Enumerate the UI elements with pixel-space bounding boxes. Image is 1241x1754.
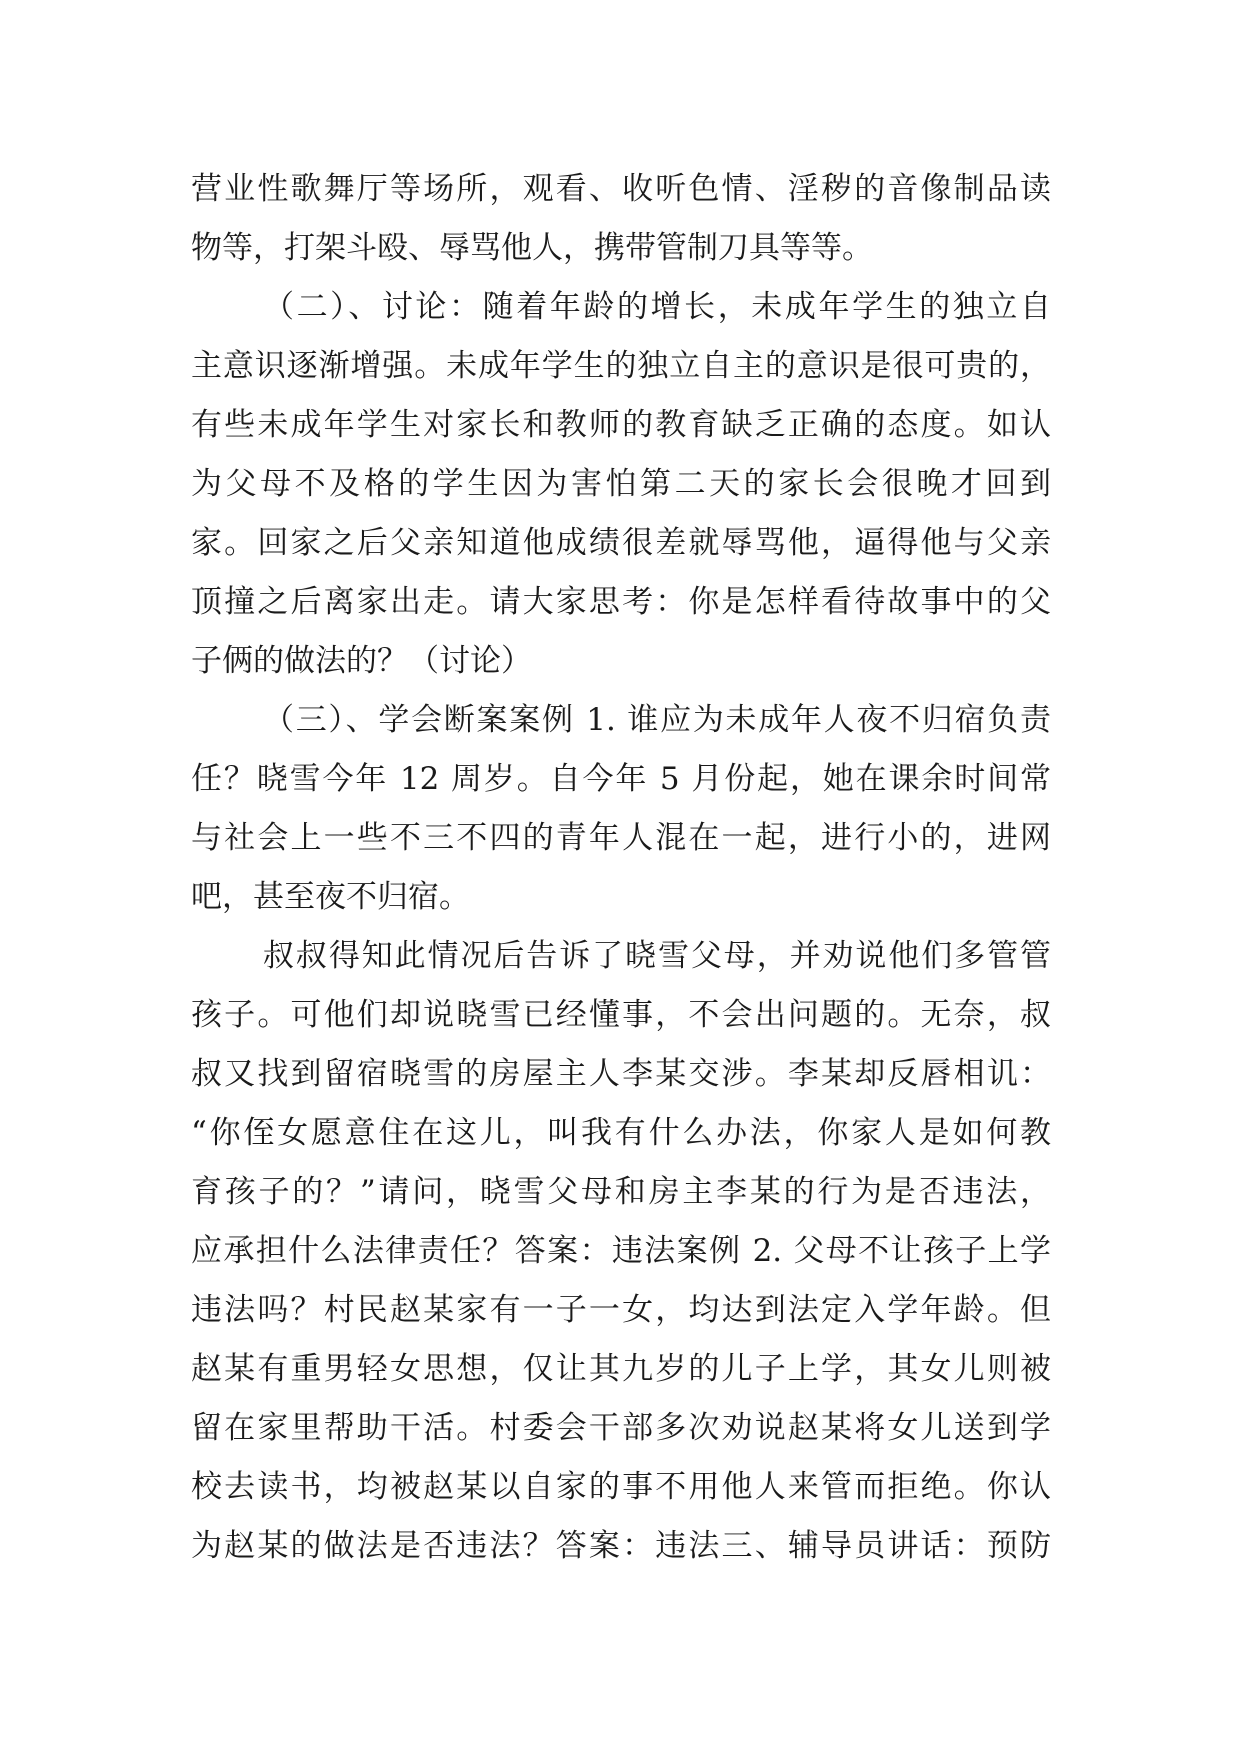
- text-line: 子俩的做法的？（讨论）: [191, 643, 532, 679]
- text-line: 违法吗？村民赵某家有一子一女，均达到法定入学年龄。但: [191, 1292, 1051, 1328]
- text-line: 营业性歌舞厅等场所，观看、收听色情、淫秽的音像制品读: [191, 171, 1051, 207]
- text-line: 叔又找到留宿晓雪的房屋主人李某交涉。李某却反唇相讥：: [191, 1056, 1051, 1092]
- text-line: 赵某有重男轻女思想，仅让其九岁的儿子上学，其女儿则被: [191, 1351, 1051, 1387]
- text-line: 物等，打架斗殴、辱骂他人，携带管制刀具等等。: [191, 230, 873, 266]
- text-line: 为父母不及格的学生因为害怕第二天的家长会很晚才回到: [191, 466, 1051, 502]
- text-line: 孩子。可他们却说晓雪已经懂事，不会出问题的。无奈，叔: [191, 997, 1051, 1033]
- text-line: （三）、学会断案案例 1. 谁应为未成年人夜不归宿负责: [263, 702, 1051, 738]
- text-line: 与社会上一些不三不四的青年人混在一起，进行小的，进网: [191, 820, 1051, 856]
- text-line: 应承担什么法律责任？答案：违法案例 2. 父母不让孩子上学: [191, 1233, 1051, 1269]
- text-line: 顶撞之后离家出走。请大家思考：你是怎样看待故事中的父: [191, 584, 1051, 620]
- text-line: 任？晓雪今年 12 周岁。自今年 5 月份起，她在课余时间常: [191, 761, 1051, 797]
- body-text: [191, 160, 1051, 1576]
- text-line: 家。回家之后父亲知道他成绩很差就辱骂他，逼得他与父亲: [191, 525, 1051, 561]
- text-line: 为赵某的做法是否违法？答案：违法三、辅导员讲话：预防: [191, 1528, 1051, 1564]
- text-line: 吧，甚至夜不归宿。: [191, 879, 470, 915]
- text-line: 育孩子的？”请问，晓雪父母和房主李某的行为是否违法，: [191, 1174, 1051, 1210]
- text-line: 留在家里帮助干活。村委会干部多次劝说赵某将女儿送到学: [191, 1410, 1051, 1446]
- text-line: （二）、讨论：随着年龄的增长，未成年学生的独立自: [263, 289, 1051, 325]
- text-line: 有些未成年学生对家长和教师的教育缺乏正确的态度。如认: [191, 407, 1051, 443]
- text-line: 校去读书，均被赵某以自家的事不用他人来管而拒绝。你认: [191, 1469, 1051, 1505]
- text-line: 叔叔得知此情况后告诉了晓雪父母，并劝说他们多管管: [263, 938, 1051, 974]
- text-line: 主意识逐渐增强。未成年学生的独立自主的意识是很可贵的，: [191, 348, 1051, 384]
- text-line: “你侄女愿意住在这儿，叫我有什么办法，你家人是如何教: [191, 1115, 1051, 1151]
